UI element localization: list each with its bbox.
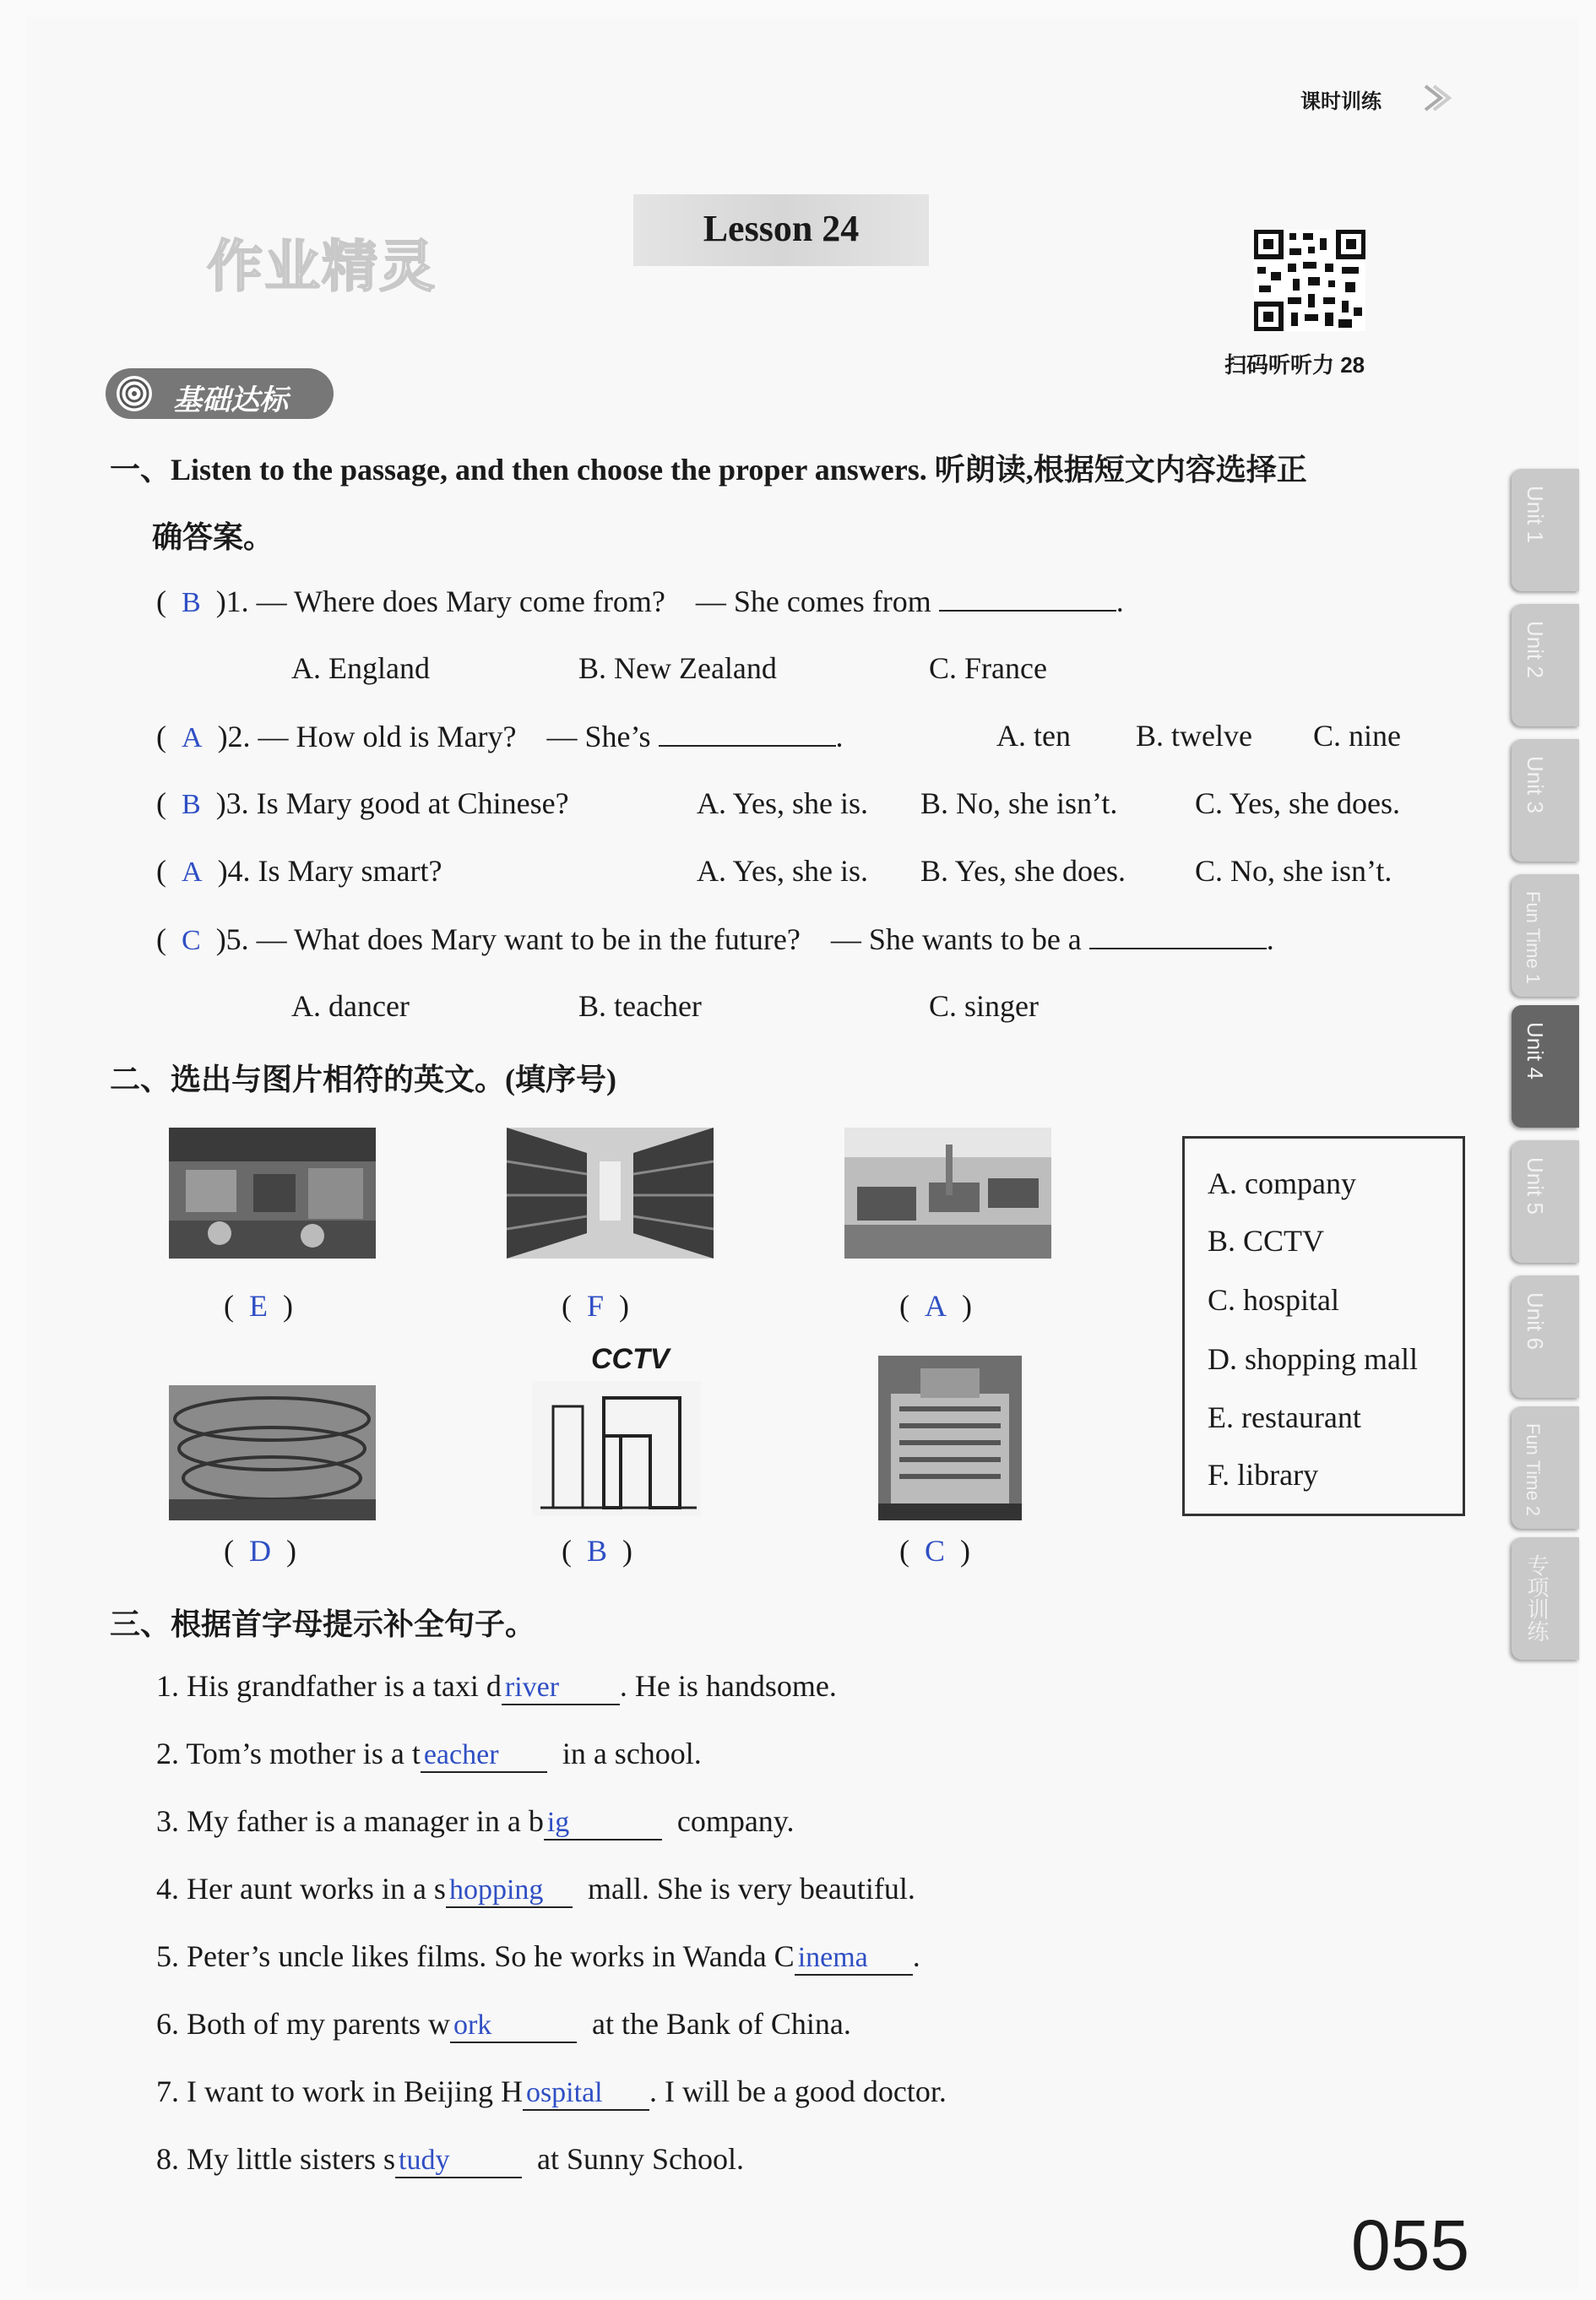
library-photo: [507, 1128, 714, 1259]
sentence-text: 3. My father is a manager in a: [156, 1804, 521, 1838]
first-letter: H: [500, 2074, 523, 2108]
question-text: )2. — How old is Mary?: [217, 720, 517, 753]
sentence-text: 1. His grandfather is a taxi: [156, 1669, 479, 1703]
question-2: ( A )2. — How old is Mary? — She’s .: [156, 720, 844, 753]
tab-unit-1[interactable]: [1512, 469, 1579, 591]
company-photo: [844, 1128, 1051, 1259]
tab-label: Unit 4: [1523, 1022, 1548, 1079]
question-4: ( A )4. Is Mary smart?: [156, 854, 442, 888]
sentence-7: [156, 2074, 947, 2111]
sentence-text: mall. She is very beautiful.: [587, 1872, 915, 1906]
part3-title: 三、根据首字母提示补全句子。: [110, 1607, 536, 1641]
tab-fun-time-2[interactable]: [1512, 1406, 1579, 1529]
option-company: A. company: [1208, 1166, 1356, 1200]
tab-label: Unit 1: [1523, 486, 1548, 543]
fill-answer: hopping: [446, 1874, 573, 1908]
answer-blank: [939, 583, 1116, 612]
answer-blank: [1089, 921, 1267, 949]
option-library: F. library: [1208, 1458, 1319, 1492]
tab-label: Fun Time 2: [1523, 1423, 1544, 1517]
sentence-text: at Sunny School.: [537, 2142, 745, 2176]
first-letter: C: [774, 1939, 795, 1973]
part2-title: 二、选出与图片相符的英文。(填序号): [110, 1063, 616, 1096]
fill-answer: river: [502, 1672, 620, 1705]
question-3: ( B )3. Is Mary good at Chinese?: [156, 786, 569, 820]
qr-code-icon: [1254, 230, 1365, 331]
sentence-2: [156, 1736, 702, 1773]
answer: A: [182, 722, 203, 753]
answer: A: [925, 1289, 947, 1323]
section-badge-label: 基础达标: [173, 384, 288, 416]
q1-option-c: C. France: [929, 651, 1047, 685]
answer: F: [587, 1289, 605, 1323]
target-icon: [114, 373, 155, 414]
tab-special-training[interactable]: [1512, 1537, 1579, 1660]
first-letter: s: [383, 2142, 396, 2176]
first-letter: d: [486, 1669, 502, 1703]
watermark: 作业精灵: [207, 235, 437, 297]
pic2-answer: ( F ): [562, 1289, 630, 1323]
part1-title: 一、Listen to the passage, and then choose the proper answers. 听朗读,根据短文内容选择正: [110, 453, 1307, 487]
question-text: )3. Is Mary good at Chinese?: [215, 786, 569, 820]
q2-option-a: A. ten: [996, 719, 1071, 753]
answer-blank: [659, 718, 836, 747]
answer: E: [249, 1289, 268, 1323]
fill-answer: ospital: [523, 2077, 649, 2111]
first-letter: t: [411, 1737, 421, 1770]
sentence-3: [156, 1803, 794, 1841]
pic5-answer: ( B ): [562, 1534, 633, 1568]
tab-unit-5[interactable]: [1512, 1140, 1579, 1263]
sentence-text: company.: [676, 1804, 795, 1838]
first-letter: s: [433, 1872, 446, 1906]
q1-option-a: A. England: [291, 651, 430, 685]
sentence-8: [156, 2141, 744, 2178]
pic3-answer: ( A ): [899, 1289, 972, 1323]
tab-unit-3[interactable]: [1512, 739, 1579, 862]
sentence-text: . He is handsome.: [619, 1669, 837, 1703]
question-text: )1. — Where does Mary come from?: [215, 585, 665, 618]
option-shopping-mall: D. shopping mall: [1208, 1342, 1418, 1376]
tab-label: Unit 2: [1523, 621, 1548, 678]
q4-option-b: B. Yes, she does.: [920, 854, 1126, 888]
sentence-text: in a school.: [562, 1737, 702, 1770]
pic4-answer: ( D ): [224, 1534, 296, 1568]
q3-option-a: A. Yes, she is.: [697, 786, 869, 820]
answer: C: [182, 925, 201, 956]
tab-label: 专项训练: [1524, 1554, 1550, 1642]
first-letter: b: [528, 1804, 544, 1838]
q2-option-c: C. nine: [1313, 719, 1401, 753]
question-text: )5. — What does Mary want to be in the future?: [215, 922, 801, 956]
answer: B: [182, 587, 201, 618]
q5-option-a: A. dancer: [291, 989, 410, 1023]
q3-option-b: B. No, she isn’t.: [920, 786, 1118, 820]
part1-title-cont: 确答案。: [152, 520, 274, 554]
sentence-4: [156, 1871, 915, 1908]
lesson-title: Lesson 24: [703, 208, 860, 249]
answer: A: [182, 856, 203, 888]
fill-answer: tudy: [395, 2145, 522, 2178]
q5-option-b: B. teacher: [578, 989, 702, 1023]
question-1: ( B )1. — Where does Mary come from? — She comes from .: [156, 585, 1124, 618]
qr-label: 扫码听听力 28: [1224, 352, 1365, 378]
reply-text: — She wants to be a: [830, 922, 1082, 956]
tab-unit-2[interactable]: [1512, 604, 1579, 726]
tab-label: Unit 3: [1523, 756, 1548, 813]
question-5: ( C )5. — What does Mary want to be in the future? — She wants to be a .: [156, 922, 1274, 956]
answer: B: [587, 1534, 608, 1568]
first-letter: w: [427, 2007, 450, 2041]
hospital-photo: [878, 1356, 1022, 1520]
cctv-building-drawing: [532, 1381, 701, 1516]
tab-label: Unit 6: [1523, 1292, 1548, 1350]
restaurant-photo: [169, 1128, 376, 1259]
option-hospital: C. hospital: [1208, 1283, 1340, 1317]
tab-fun-time-1[interactable]: [1512, 874, 1579, 997]
header-label: 课时训练: [1300, 90, 1382, 113]
sentence-text: . I will be a good doctor.: [649, 2074, 947, 2108]
pic6-answer: ( C ): [899, 1534, 971, 1568]
fill-answer: eacher: [421, 1739, 547, 1773]
page-number: 055: [1351, 2205, 1470, 2285]
q4-option-c: C. No, she isn’t.: [1195, 854, 1392, 888]
sentence-6: [156, 2006, 851, 2043]
answer: B: [182, 789, 201, 820]
answer: D: [249, 1534, 271, 1568]
tab-unit-6[interactable]: [1512, 1275, 1579, 1398]
cctv-logo: CCTV: [591, 1343, 670, 1375]
tab-label: Unit 5: [1523, 1157, 1548, 1215]
sentence-text: 6. Both of my parents: [156, 2007, 421, 2041]
q2-option-b: B. twelve: [1136, 719, 1252, 753]
fill-answer: ork: [450, 2009, 577, 2043]
sentence-text: 8. My little sisters: [156, 2142, 376, 2176]
tab-unit-4[interactable]: [1512, 1005, 1579, 1128]
fill-answer: inema: [795, 1942, 913, 1976]
shopping-mall-photo: [169, 1385, 376, 1520]
q1-option-b: B. New Zealand: [578, 651, 777, 685]
sentence-text: 4. Her aunt works in a: [156, 1872, 426, 1906]
q4-option-a: A. Yes, she is.: [697, 854, 869, 888]
reply-text: — She’s: [546, 720, 651, 753]
sentence-text: 2. Tom’s mother is a: [156, 1737, 404, 1770]
fill-answer: ig: [544, 1807, 662, 1841]
sentence-text: 5. Peter’s uncle likes films. So he works in Wanda: [156, 1939, 767, 1973]
option-cctv: B. CCTV: [1208, 1224, 1325, 1258]
option-restaurant: E. restaurant: [1208, 1400, 1361, 1434]
sentence-1: [156, 1668, 837, 1705]
q3-option-c: C. Yes, she does.: [1195, 786, 1401, 820]
q5-option-c: C. singer: [929, 989, 1039, 1023]
sentence-text: .: [912, 1939, 920, 1973]
chevron-right-icon: [1419, 81, 1452, 115]
pic1-answer: ( E ): [224, 1289, 293, 1323]
sentence-5: [156, 1938, 920, 1976]
answer: C: [925, 1534, 946, 1568]
question-text: )4. Is Mary smart?: [217, 854, 442, 888]
tab-label: Fun Time 1: [1523, 891, 1544, 985]
sentence-text: at the Bank of China.: [591, 2007, 851, 2041]
sentence-text: 7. I want to work in Beijing: [156, 2074, 493, 2108]
reply-text: — She comes from: [695, 585, 931, 618]
